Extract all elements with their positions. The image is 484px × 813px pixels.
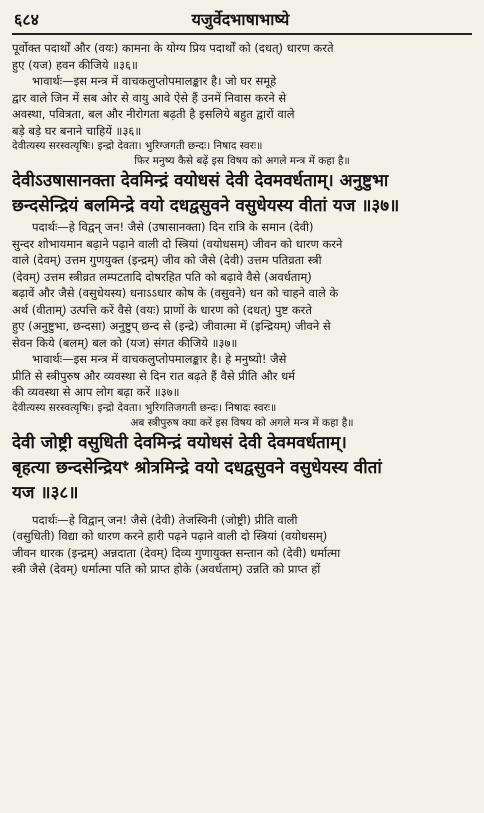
padartha-line: पदार्थः—हे विद्वन् जन! जैसे (उषासानक्ता) दिन रात्रि के समान (देवी) <box>32 220 314 234</box>
bhavartha-line: भावार्थः—इस मन्त्र में वाचकलुप्तोपमालङ्कार है। हे मनुष्यो! जैसे <box>32 352 287 366</box>
mantra-line: बृहत्या छन्दसेन्द्रियꣳ श्रोत्रमिन्द्रे वयो दधद्वसुवने वसुधेयस्य वीतां <box>12 457 382 478</box>
text-line: वाले (देवम्) उत्तम गुणयुक्त (इन्द्रम्) जीव को जैसे (देवी) उत्तम पतिव्रता स्त्री <box>12 253 322 267</box>
text-line: बढ़ावें और जैसे (वसुधेयस्य) धनाऽऽधार कोष के (वसुवने) धन को चाहने वाले के <box>12 286 339 300</box>
text-line: सुन्दर शोभायमान बढ़ाने पढ़ाने वाली दो स्त्रियां (वयोधसम्) जीवन को धारण करने <box>12 236 343 251</box>
text-line: हुए (यज) हवन कीजिये ॥३६॥ <box>12 57 138 72</box>
padartha-line: पदार्थः—हे विद्वान् जन! जैसे (देवी) तेजस्विनी (जोष्ट्री) प्रीति वाली <box>32 512 298 527</box>
text-line: पूर्वोक्त पदार्थों और (वयः) कामना के योग्य प्रिय पदार्थों को (दधत्) धारण करते <box>12 41 334 55</box>
text-line: हुए (अनुष्टुभा, छन्दसा) अनुष्टुप् छन्द से (इन्द्रे) जीवात्मा में (इन्द्रियम्) जीवने से <box>12 319 331 333</box>
text-line: जीवन धारक (इन्द्रम्) अन्नदाता (देवम्) दिव्य गुणायुक्त सन्तान को (देवी) धर्मात्मा <box>12 545 341 560</box>
mantra-line: देवीऽउषासानक्ता देवमिन्द्रं वयोधसं देवी देवमवर्धताम्। अनुष्टुभा <box>12 171 389 191</box>
mantra-intro: अब स्त्रीपुरुष क्या करें इस विषय को अगले मन्त्र में कहा है॥ <box>130 416 354 429</box>
text-line: की व्यवस्था से आप लोग बढ़ा करें ॥३७॥ <box>12 385 180 399</box>
mantra-line: छन्दसेन्द्रियं बलमिन्द्रे वयो दधद्वसुवने वसुधेयस्य वीतां यज ॥३७॥ <box>12 196 400 216</box>
page-header <box>14 8 470 30</box>
text-line: सेवन किये (बलम्) बल को (यज) संगत कीजिये ॥३७॥ <box>12 335 238 350</box>
running-title: यजुर्वेदभाषाभाष्ये <box>191 10 290 29</box>
bhavartha-line: भावार्थः—इस मन्त्र में वाचकलुप्तोपमालङ्कार है। जो घर समूहे <box>32 74 277 88</box>
page-number: ६८४ <box>14 10 39 29</box>
text-line: (वसुधिती) विद्या को धारण करने हारी पढ़ने पढ़ाने वाली दो स्त्रियां (वयोधसम्) <box>12 529 328 543</box>
text-line: द्वार वाले जिन में सब ओर से वायु आवे ऐसे हैं उनमें निवास करने से <box>12 90 287 105</box>
mantra-line: यज ॥३८॥ <box>12 482 79 503</box>
text-line: (देवम्) उत्तम स्त्रीव्रत लम्पटतादि दोषरहित पति को बढ़ावे वैसे (अवर्धताम्) <box>12 269 312 284</box>
rishi-devata-line: देवीत्यस्य सरस्वत्यृषिः। इन्द्रो देवता। भुरिग्जगती छन्दः। निषाद स्वरः॥ <box>12 140 263 152</box>
page-body <box>12 40 472 578</box>
text-line: बड़े बड़े घर बनाने चाहियें ॥३६॥ <box>12 123 142 138</box>
mantra-line: देवी जोष्ट्री वसुधिती देवमिन्द्रं वयोधसं देवी देवमवर्धताम्। <box>12 432 347 453</box>
text-line: अर्थ (वीताम्) उत्पत्ति करें वैसे (वयः) प्राणों के धारण को (दधत्) पुष्ट करते <box>12 302 312 317</box>
header-rule <box>12 33 472 35</box>
rishi-devata-line: देवीत्यस्य सरस्वत्यृषिः। इन्द्रो देवता। भुरिगतिजगती छन्दः। निषादः स्वरः॥ <box>12 401 277 414</box>
text-line: प्रीति से स्त्रीपुरुष और व्यवस्था से दिन रात बढ़ते हैं वैसे प्रीति और धर्म <box>12 368 296 383</box>
mantra-intro: फिर मनुष्य कैसे बढ़ें इस विषय को अगले मन्त्र में कहा है॥ <box>134 155 350 167</box>
text-line: अवस्था, पवित्रता, बल और नीरोगता बढ़ती है इसलिये बहुत द्वारों वाले <box>12 107 295 121</box>
text-line: स्त्री जैसे (देवम्) धर्मात्मा पति को प्राप्त होके (अवर्धताम्) उन्नति को प्राप्त हों <box>12 562 321 576</box>
